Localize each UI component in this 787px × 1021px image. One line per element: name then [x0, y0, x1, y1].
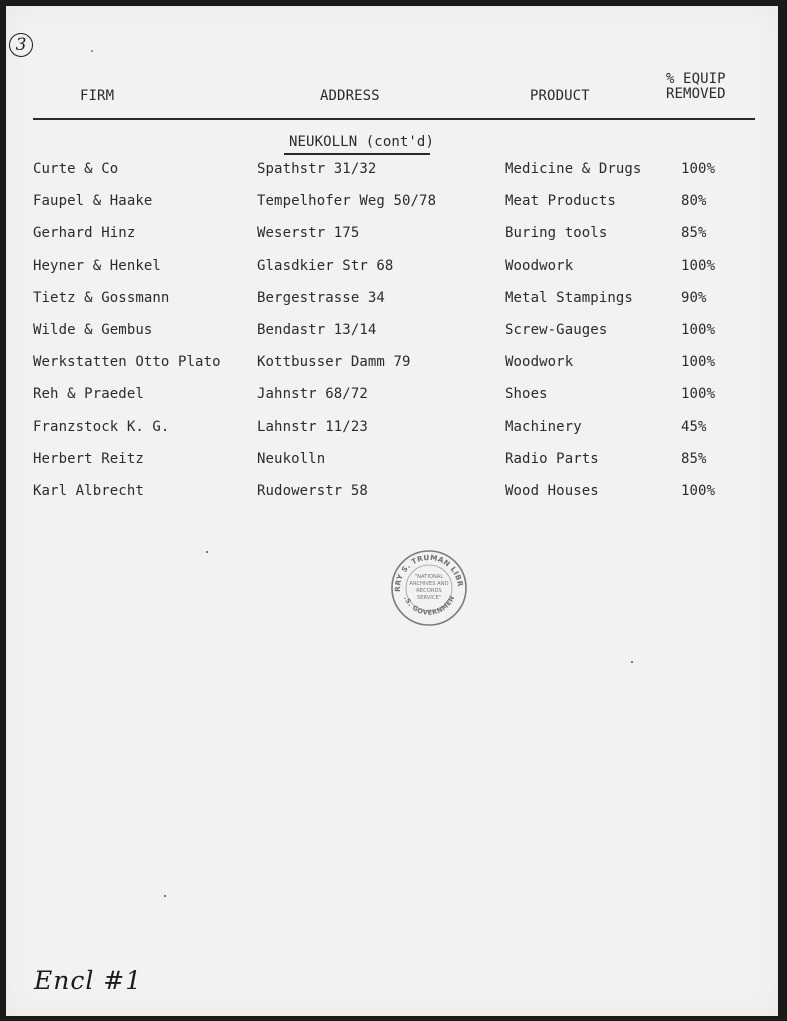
- firm-cell: Reh & Praedel: [33, 386, 144, 403]
- address-cell: Tempelhofer Weg 50/78: [257, 193, 437, 210]
- product-cell: Machinery: [505, 418, 582, 435]
- page-number-marker: 3: [10, 34, 32, 56]
- column-header-address: ADDRESS: [320, 88, 380, 104]
- firm-cell: Karl Albrecht: [33, 482, 144, 499]
- address-cell: Rudowerstr 58: [257, 482, 368, 499]
- table-row: [6, 386, 778, 418]
- equip-removed-cell: 85%: [681, 225, 707, 242]
- equip-removed-cell: 45%: [681, 418, 707, 435]
- product-cell: Meat Products: [505, 193, 616, 210]
- paper-speck: [91, 50, 93, 52]
- equip-removed-cell: 100%: [681, 161, 716, 177]
- stamp-bottom-text: .S. GOVERNMEN: [402, 594, 457, 617]
- table-row: [6, 354, 778, 386]
- product-cell: Metal Stampings: [505, 289, 633, 306]
- table-row: [6, 483, 778, 515]
- table-row: [6, 193, 778, 225]
- product-cell: Wood Houses: [505, 482, 599, 499]
- column-header-product: PRODUCT: [530, 88, 590, 104]
- section-heading-underline: [284, 153, 430, 155]
- paper-speck: [206, 551, 208, 553]
- table-row: [6, 322, 778, 354]
- equip-removed-cell: 100%: [681, 354, 716, 371]
- firm-cell: Franzstock K. G.: [33, 418, 170, 435]
- firm-cell: Curte & Co: [33, 161, 119, 177]
- handwritten-enclosure-note: Encl #1: [34, 966, 143, 995]
- product-cell: Buring tools: [505, 225, 608, 242]
- archive-stamp-icon: [389, 549, 469, 627]
- address-cell: Spathstr 31/32: [257, 161, 377, 177]
- equip-removed-cell: 100%: [681, 257, 716, 274]
- table-row: [6, 161, 778, 193]
- document-page: [6, 6, 778, 1016]
- product-cell: Screw-Gauges: [505, 321, 608, 338]
- firm-cell: Faupel & Haake: [33, 193, 153, 210]
- product-cell: Medicine & Drugs: [505, 161, 642, 177]
- address-cell: Kottbusser Damm 79: [257, 354, 411, 371]
- section-heading: NEUKOLLN (cont'd): [289, 134, 434, 150]
- address-cell: Bergestrasse 34: [257, 289, 385, 306]
- equip-removed-cell: 100%: [681, 386, 716, 403]
- product-cell: Woodwork: [505, 354, 574, 371]
- table-row: [6, 225, 778, 257]
- address-cell: Lahnstr 11/23: [257, 418, 368, 435]
- table-row: [6, 419, 778, 451]
- stamp-center-line-1: "NATIONAL: [414, 574, 444, 580]
- equip-removed-cell: 100%: [681, 482, 716, 499]
- firm-table: [6, 161, 778, 515]
- equip-removed-cell: 90%: [681, 289, 707, 306]
- product-cell: Radio Parts: [505, 450, 599, 467]
- table-row: [6, 258, 778, 290]
- address-cell: Weserstr 175: [257, 225, 360, 242]
- column-header-equip-removed: [666, 72, 726, 102]
- equip-removed-cell: 100%: [681, 321, 716, 338]
- paper-speck: [631, 661, 633, 663]
- address-cell: Jahnstr 68/72: [257, 386, 368, 403]
- firm-cell: Gerhard Hinz: [33, 225, 136, 242]
- product-cell: Shoes: [505, 386, 548, 403]
- stamp-center-line-2: ARCHIVES AND: [409, 581, 449, 587]
- firm-cell: Tietz & Gossmann: [33, 289, 170, 306]
- stamp-top-text: RRY S. TRUMAN LIBR: [392, 552, 465, 592]
- table-row: [6, 290, 778, 322]
- column-header-equip-line2: REMOVED: [666, 86, 726, 102]
- archive-stamp-graphic: [389, 549, 469, 627]
- stamp-center-line-3: RECORDS: [416, 588, 442, 594]
- column-header-firm: FIRM: [80, 88, 115, 104]
- equip-removed-cell: 80%: [681, 193, 707, 210]
- table-row: [6, 451, 778, 483]
- firm-cell: Heyner & Henkel: [33, 257, 161, 274]
- header-divider: [33, 118, 755, 120]
- stamp-center-line-4: SERVICE": [416, 595, 442, 601]
- address-cell: Bendastr 13/14: [257, 321, 377, 338]
- firm-cell: Herbert Reitz: [33, 450, 144, 467]
- firm-cell: Wilde & Gembus: [33, 321, 153, 338]
- column-header-equip-line1: % EQUIP: [666, 71, 726, 87]
- product-cell: Woodwork: [505, 257, 574, 274]
- paper-speck: [164, 895, 166, 897]
- address-cell: Glasdkier Str 68: [257, 257, 394, 274]
- firm-cell: Werkstatten Otto Plato: [33, 354, 221, 371]
- equip-removed-cell: 85%: [681, 450, 707, 467]
- address-cell: Neukolln: [257, 450, 326, 467]
